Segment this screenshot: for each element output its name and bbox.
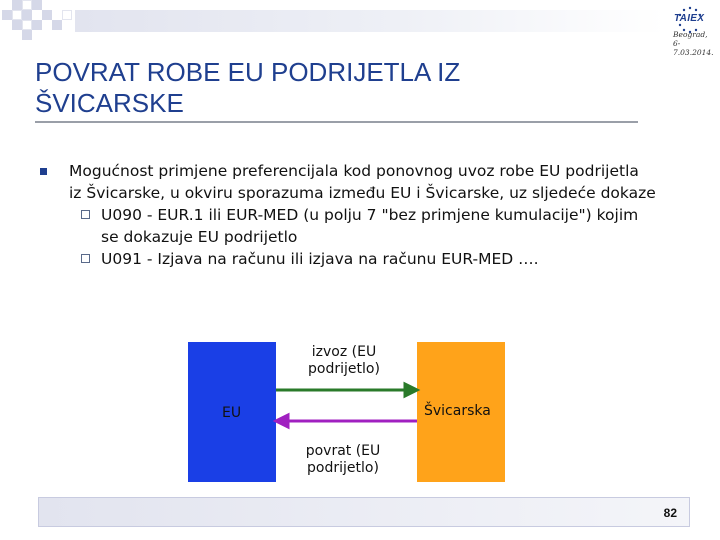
bullet-line-1: Mogućnost primjene preferencijala kod ponovnog uvoz robe EU podrijetla (69, 162, 639, 180)
sub-bullet-line-1: U091 - Izjava na računu ili izjava na računu EUR-MED …. (101, 250, 539, 268)
date-text: 6-7.03.2014. (673, 39, 714, 57)
title-line-2: ŠVICARSKE (35, 88, 184, 118)
return-arrowhead-icon (276, 415, 288, 427)
page-number: 82 (663, 506, 677, 520)
export-arrowhead-icon (405, 384, 417, 396)
logo-text: TAIEX (674, 13, 705, 24)
export-label-line-2: podrijetlo) (308, 361, 380, 377)
bullet-line-2: iz Švicarske, u okviru sporazuma između EU i Švicarske, uz sljedeće dokaze (69, 184, 656, 202)
place-text: Beograd, (673, 30, 708, 39)
sub-bullet-line-2: se dokazuje EU podrijetlo (101, 228, 298, 246)
return-label-line-1: povrat (EU (305, 443, 381, 459)
export-label-line-1: izvoz (EU (311, 344, 377, 360)
return-label (303, 443, 383, 477)
sub-bullet-line-1: U090 - EUR.1 ili EUR-MED (u polju 7 "bez primjene kumulacije") kojim (101, 206, 639, 224)
eu-label: EU (222, 405, 242, 421)
footer-bar (38, 497, 690, 527)
title-line-1: POVRAT ROBE EU PODRIJETLA IZ (35, 57, 461, 87)
switzerland-label: Švicarska (424, 403, 491, 419)
export-label (304, 344, 384, 378)
return-label-line-2: podrijetlo) (307, 460, 379, 476)
